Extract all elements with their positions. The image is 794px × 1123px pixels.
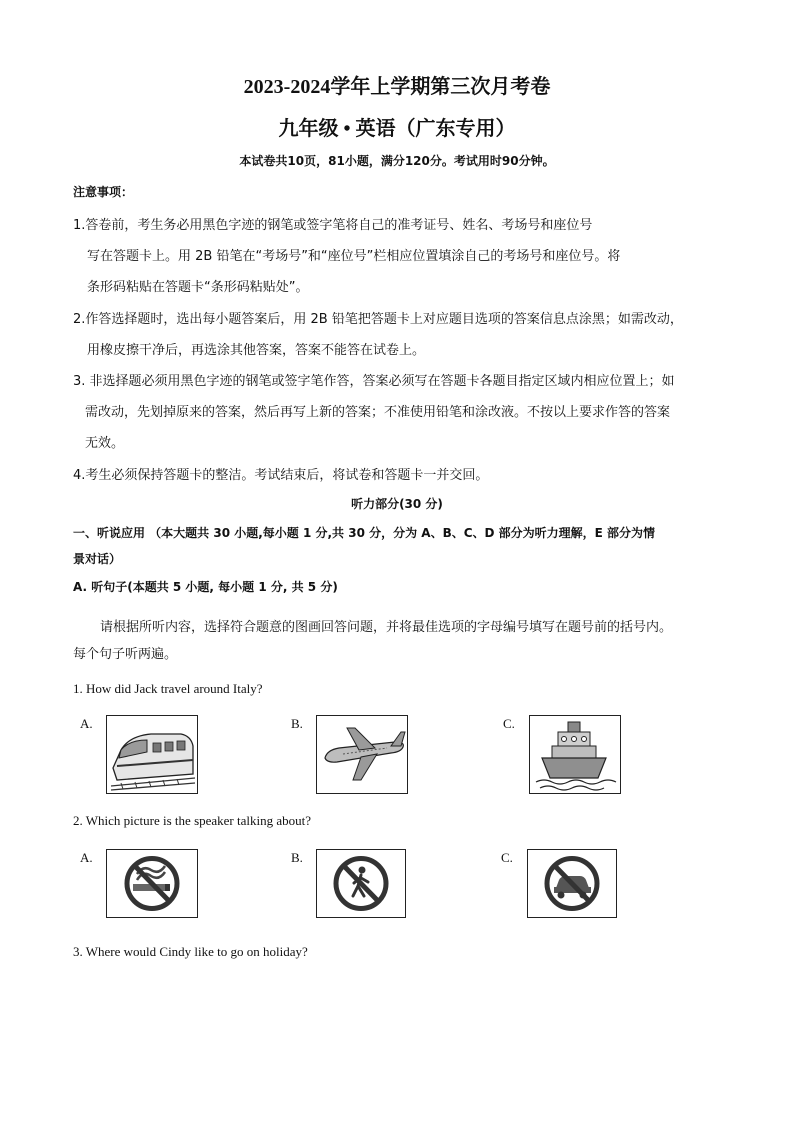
q2-option-a-label: A. — [80, 850, 93, 865]
notice-item-1-line-1: 1.答卷前，考生务必用黑色字迹的钢笔或签字笔将自己的准考证号、姓名、考场号和座位号 — [73, 218, 593, 233]
exam-info: 本试卷共10页，81小题，满分120分。考试用时90分钟。 — [239, 154, 555, 168]
question-3-text: 3. Where would Cindy like to go on holiday? — [73, 944, 308, 959]
notice-item-1-line-3: 条形码粘贴在答题卡“条形码粘贴处”。 — [87, 280, 309, 295]
notice-item-2-line-1: 2.作答选择题时，选出每小题答案后，用 2B 铅笔把答题卡上对应题目选项的答案信息点涂黑；如需改动， — [73, 312, 683, 327]
airplane-icon — [316, 715, 408, 794]
no-walking-icon — [316, 849, 406, 918]
exam-title: 2023-2024学年上学期第三次月考卷 — [243, 76, 551, 98]
notice-item-3-line-1: 3. 非选择题必须用黑色字迹的钢笔或签字笔作答，答案必须写在答题卡各题目指定区域内相应位置上；如 — [73, 374, 675, 389]
train-icon — [106, 715, 198, 794]
ship-icon — [529, 715, 621, 794]
question-1-text: 1. How did Jack travel around Italy? — [73, 681, 263, 696]
section-1-heading-line-2: 景对话） — [73, 552, 122, 566]
notice-item-4: 4.考生必须保持答题卡的整洁。考试结束后，将试卷和答题卡一并交回。 — [73, 468, 489, 483]
section-1-heading-line-1: 一、听说应用 （本大题共 30 小题,每小题 1 分,共 30 分，分为 A、B、C、D 部分为听力理解，E 部分为情 — [73, 526, 656, 540]
q2-option-b-label: B. — [291, 850, 303, 865]
q1-option-b-label: B. — [291, 716, 303, 731]
notice-item-3-line-3: 无效。 — [85, 436, 125, 451]
q2-option-c-label: C. — [501, 850, 513, 865]
listening-part-title: 听力部分(30 分) — [351, 497, 443, 511]
question-2-text: 2. Which picture is the speaker talking about? — [73, 813, 312, 828]
no-smoking-icon — [106, 849, 198, 918]
instruction-line-1: 请根据所听内容，选择符合题意的图画回答问题，并将最佳选项的字母编号填写在题号前的括号内。 — [100, 620, 673, 635]
q1-option-a-label: A. — [80, 716, 93, 731]
no-vehicles-icon — [527, 849, 617, 918]
instruction-line-2: 每个句子听两遍。 — [73, 647, 178, 662]
notice-item-2-line-2: 用橡皮擦干净后，再选涂其他答案，答案不能答在试卷上。 — [87, 343, 426, 358]
exam-subtitle: 九年级 • 英语（广东专用） — [278, 118, 516, 140]
notice-heading: 注意事项： — [73, 185, 134, 199]
notice-item-3-line-2: 需改动，先划掉原来的答案，然后再写上新的答案；不准使用铅笔和涂改液。不按以上要求作答的答案 — [85, 405, 671, 420]
notice-item-1-line-2: 写在答题卡上。用 2B 铅笔在“考场号”和“座位号”栏相应位置填涂自己的考场号和座位号。将 — [87, 249, 621, 264]
q1-option-c-label: C. — [503, 716, 515, 731]
part-a-title: A. 听句子(本题共 5 小题, 每小题 1 分, 共 5 分) — [73, 580, 338, 594]
